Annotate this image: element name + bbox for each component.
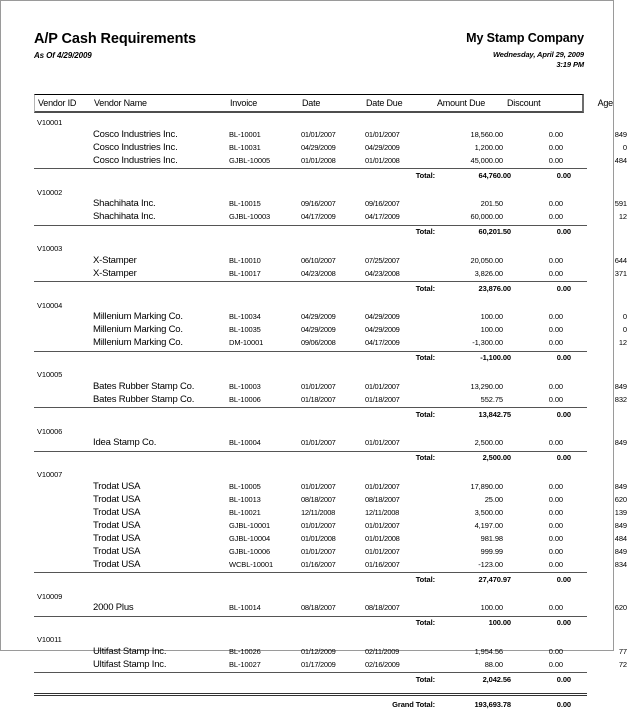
row-age: 591 xyxy=(614,199,627,208)
row-date-due: 04/17/2009 xyxy=(365,338,400,347)
row-date-due: 01/01/2007 xyxy=(365,438,400,447)
report-run-date: Wednesday, April 29, 2009 xyxy=(492,50,584,59)
row-date-due: 01/01/2007 xyxy=(365,546,400,556)
row-amount-due: 4,197.00 xyxy=(474,520,503,530)
group-total-discount: 0.00 xyxy=(556,618,571,627)
row-vendor-name: Trodat USA xyxy=(93,532,141,544)
table-row xyxy=(34,602,627,615)
grand-total-label: Grand Total: xyxy=(392,699,435,709)
table-row xyxy=(34,380,627,393)
table-row xyxy=(34,337,627,350)
vendor-group-header xyxy=(34,365,587,380)
row-date-due: 01/01/2008 xyxy=(365,155,400,165)
group-total-amount: 100.00 xyxy=(488,618,511,627)
row-age: 620 xyxy=(614,603,627,612)
row-discount: 0.00 xyxy=(548,394,563,404)
vendor-group xyxy=(34,465,627,587)
group-total-discount: 0.00 xyxy=(556,353,571,362)
row-date: 08/18/2007 xyxy=(301,494,336,504)
group-total-row xyxy=(34,407,587,422)
column-header-vendor-name: Vendor Name xyxy=(94,98,147,108)
row-invoice: DM-10001 xyxy=(229,338,264,347)
row-invoice: BL-10027 xyxy=(229,659,261,669)
row-vendor-name: Millenium Marking Co. xyxy=(93,337,183,348)
vendor-group-header xyxy=(34,465,587,480)
row-date: 04/29/2009 xyxy=(301,325,336,334)
row-amount-due: -1,300.00 xyxy=(472,338,503,347)
row-date: 01/12/2009 xyxy=(301,646,336,656)
row-vendor-name: Cosco Industries Inc. xyxy=(93,141,178,153)
row-date-due: 04/29/2009 xyxy=(365,312,400,321)
row-invoice: BL-10003 xyxy=(229,381,261,391)
vendor-groups xyxy=(34,113,627,687)
row-date: 09/06/2008 xyxy=(301,338,336,347)
row-date: 01/18/2007 xyxy=(301,394,336,404)
vendor-group xyxy=(34,422,627,466)
row-invoice: GJBL-10003 xyxy=(229,212,271,221)
report-as-of-subtitle: As Of 4/29/2009 xyxy=(34,51,92,60)
row-invoice: BL-10017 xyxy=(229,268,261,278)
vendor-group xyxy=(34,587,627,631)
row-amount-due: 2,500.00 xyxy=(474,438,503,447)
row-age: 644 xyxy=(614,255,627,265)
row-invoice: GJBL-10006 xyxy=(229,546,271,556)
row-discount: 0.00 xyxy=(548,507,563,517)
group-total-label: Total: xyxy=(415,574,435,584)
row-discount: 0.00 xyxy=(548,438,563,447)
table-row xyxy=(34,393,627,406)
row-amount-due: 201.50 xyxy=(480,199,503,208)
row-age: 849 xyxy=(614,481,627,491)
company-name: My Stamp Company xyxy=(466,31,584,45)
group-total-row xyxy=(34,281,587,296)
row-discount: 0.00 xyxy=(548,381,563,391)
group-total-label: Total: xyxy=(415,353,435,362)
row-date-due: 04/17/2009 xyxy=(365,212,400,221)
row-vendor-name: Trodat USA xyxy=(93,519,141,531)
group-total-amount: 60,201.50 xyxy=(478,227,511,236)
table-row xyxy=(34,324,627,337)
group-total-row xyxy=(34,672,587,687)
group-total-discount: 0.00 xyxy=(556,409,571,419)
row-invoice: BL-10034 xyxy=(229,312,261,321)
row-age: 849 xyxy=(614,520,627,530)
row-discount: 0.00 xyxy=(548,129,563,139)
row-age: 0 xyxy=(622,142,627,152)
row-date: 04/23/2008 xyxy=(301,268,336,278)
row-date: 01/01/2007 xyxy=(301,520,336,530)
row-date: 01/01/2007 xyxy=(301,129,336,139)
row-vendor-name: Cosco Industries Inc. xyxy=(93,128,178,140)
table-row xyxy=(34,211,627,224)
column-header-date-due: Date Due xyxy=(366,98,403,108)
row-invoice: BL-10006 xyxy=(229,394,261,404)
group-total-discount: 0.00 xyxy=(556,574,571,584)
row-date: 04/29/2009 xyxy=(301,142,336,152)
row-discount: 0.00 xyxy=(548,155,563,165)
group-total-row xyxy=(34,616,587,631)
row-age: 849 xyxy=(614,438,627,447)
row-discount: 0.00 xyxy=(548,520,563,530)
row-age: 12 xyxy=(618,338,627,347)
row-invoice: GJBL-10004 xyxy=(229,533,271,543)
row-amount-due: 1,954.56 xyxy=(474,646,503,656)
row-vendor-name: Millenium Marking Co. xyxy=(93,311,183,322)
group-total-discount: 0.00 xyxy=(556,170,571,180)
row-vendor-name: Cosco Industries Inc. xyxy=(93,154,178,166)
row-vendor-name: Trodat USA xyxy=(93,493,141,505)
vendor-group-header xyxy=(34,113,587,128)
group-total-discount: 0.00 xyxy=(556,674,571,684)
table-row xyxy=(34,658,627,671)
row-amount-due: 999.99 xyxy=(480,546,503,556)
group-total-label: Total: xyxy=(415,453,435,462)
column-header-age: Age xyxy=(597,98,613,108)
vendor-group xyxy=(34,183,627,240)
row-invoice: BL-10004 xyxy=(229,438,261,447)
row-vendor-name: Shachihata Inc. xyxy=(93,211,156,222)
table-row xyxy=(34,506,627,519)
row-date: 01/01/2007 xyxy=(301,438,336,447)
row-discount: 0.00 xyxy=(548,199,563,208)
group-total-label: Total: xyxy=(415,409,435,419)
row-date-due: 01/01/2008 xyxy=(365,533,400,543)
row-vendor-name: 2000 Plus xyxy=(93,602,134,613)
row-discount: 0.00 xyxy=(548,338,563,347)
table-row xyxy=(34,558,627,571)
row-vendor-name: Trodat USA xyxy=(93,545,141,557)
vendor-group xyxy=(34,630,627,687)
row-vendor-name: X-Stamper xyxy=(93,267,137,279)
row-date: 01/01/2007 xyxy=(301,481,336,491)
row-vendor-name: Ultifast Stamp Inc. xyxy=(93,658,167,670)
report-header-left xyxy=(34,31,196,60)
row-amount-due: 88.00 xyxy=(484,659,503,669)
row-date-due: 01/18/2007 xyxy=(365,394,400,404)
column-header-amount-due: Amount Due xyxy=(437,98,486,108)
row-amount-due: 13,290.00 xyxy=(470,381,503,391)
row-age: 832 xyxy=(614,394,627,404)
group-total-amount: 64,760.00 xyxy=(478,170,511,180)
row-age: 849 xyxy=(614,546,627,556)
row-age: 139 xyxy=(614,507,627,517)
grand-total-amount: 193,693.78 xyxy=(474,699,511,709)
row-discount: 0.00 xyxy=(548,646,563,656)
table-row xyxy=(34,519,627,532)
row-discount: 0.00 xyxy=(548,142,563,152)
row-date-due: 01/16/2007 xyxy=(365,559,400,569)
row-vendor-name: X-Stamper xyxy=(93,254,137,266)
row-age: 484 xyxy=(614,155,627,165)
column-header-discount: Discount xyxy=(507,98,541,108)
group-total-discount: 0.00 xyxy=(556,227,571,236)
page-title: A/P Cash Requirements xyxy=(34,31,197,47)
row-discount: 0.00 xyxy=(548,494,563,504)
table-row xyxy=(34,532,627,545)
row-vendor-name: Idea Stamp Co. xyxy=(93,437,157,448)
row-date: 01/17/2009 xyxy=(301,659,336,669)
vendor-group-header xyxy=(34,630,587,645)
row-amount-due: 45,000.00 xyxy=(470,155,503,165)
row-amount-due: 100.00 xyxy=(480,325,503,334)
row-discount: 0.00 xyxy=(548,559,563,569)
row-date: 01/01/2007 xyxy=(301,546,336,556)
row-age: 371 xyxy=(614,268,627,278)
group-total-amount: 13,842.75 xyxy=(478,409,511,419)
row-date: 12/11/2008 xyxy=(301,507,335,517)
row-age: 849 xyxy=(614,381,627,391)
table-row xyxy=(34,141,627,154)
row-age: 0 xyxy=(622,312,627,321)
vendor-group xyxy=(34,365,627,422)
table-row xyxy=(34,545,627,558)
group-total-amount: 2,042.56 xyxy=(482,674,511,684)
group-total-row xyxy=(34,168,587,183)
table-row xyxy=(34,128,627,141)
row-discount: 0.00 xyxy=(548,255,563,265)
row-invoice: BL-10001 xyxy=(229,129,261,139)
row-date-due: 02/16/2009 xyxy=(365,659,400,669)
column-header-vendor-id: Vendor ID xyxy=(38,98,77,108)
row-date: 01/01/2008 xyxy=(301,155,336,165)
row-date-due: 04/29/2009 xyxy=(365,325,400,334)
row-amount-due: 100.00 xyxy=(480,603,503,612)
group-total-label: Total: xyxy=(415,674,435,684)
vendor-group-header xyxy=(34,239,587,254)
row-amount-due: 100.00 xyxy=(480,312,503,321)
row-vendor-name: Millenium Marking Co. xyxy=(93,324,183,335)
column-header-invoice: Invoice xyxy=(230,98,258,108)
row-invoice: BL-10013 xyxy=(229,494,261,504)
row-date-due: 01/01/2007 xyxy=(365,520,400,530)
group-total-label: Total: xyxy=(415,283,435,293)
table-row xyxy=(34,254,627,267)
row-discount: 0.00 xyxy=(548,212,563,221)
report-run-time: 3:19 PM xyxy=(556,60,584,69)
row-discount: 0.00 xyxy=(548,325,563,334)
row-date: 04/17/2009 xyxy=(301,212,336,221)
vendor-group xyxy=(34,239,627,296)
group-total-discount: 0.00 xyxy=(556,283,571,293)
vendor-id-value: V10007 xyxy=(37,470,63,479)
row-date: 09/16/2007 xyxy=(301,199,336,208)
vendor-id-value: V10003 xyxy=(37,244,63,253)
row-discount: 0.00 xyxy=(548,659,563,669)
table-row xyxy=(34,480,627,493)
row-date-due: 07/25/2007 xyxy=(365,255,400,265)
group-total-amount: 27,470.97 xyxy=(478,574,511,584)
column-header-date: Date xyxy=(302,98,321,108)
group-total-row xyxy=(34,572,587,587)
row-age: 12 xyxy=(618,212,627,221)
row-amount-due: 60,000.00 xyxy=(470,212,503,221)
row-invoice: BL-10031 xyxy=(229,142,261,152)
row-vendor-name: Bates Rubber Stamp Co. xyxy=(93,393,195,405)
group-total-amount: 23,876.00 xyxy=(478,283,511,293)
vendor-group-header xyxy=(34,422,587,437)
group-total-label: Total: xyxy=(415,170,435,180)
vendor-group-header xyxy=(34,296,587,311)
vendor-group-header xyxy=(34,587,587,602)
row-invoice: BL-10021 xyxy=(229,507,261,517)
row-date-due: 08/18/2007 xyxy=(365,603,400,612)
row-date-due: 04/29/2009 xyxy=(365,142,400,152)
group-total-row xyxy=(34,451,587,466)
row-date-due: 01/01/2007 xyxy=(365,381,400,391)
row-date-due: 12/11/2008 xyxy=(365,507,399,517)
row-date-due: 04/23/2008 xyxy=(365,268,400,278)
vendor-id-value: V10009 xyxy=(37,591,63,601)
row-discount: 0.00 xyxy=(548,533,563,543)
row-invoice: GJBL-10005 xyxy=(229,155,271,165)
table-row xyxy=(34,267,627,280)
vendor-group-header xyxy=(34,183,587,198)
row-invoice: BL-10005 xyxy=(229,481,261,491)
row-vendor-name: Trodat USA xyxy=(93,480,141,492)
vendor-group xyxy=(34,296,627,366)
row-discount: 0.00 xyxy=(548,268,563,278)
group-total-discount: 0.00 xyxy=(556,453,571,462)
table-row xyxy=(34,311,627,324)
cash-requirements-table xyxy=(34,94,627,709)
row-age: 484 xyxy=(614,533,627,543)
row-date-due: 01/01/2007 xyxy=(365,481,400,491)
row-date: 04/29/2009 xyxy=(301,312,336,321)
row-age: 77 xyxy=(618,646,627,656)
row-vendor-name: Trodat USA xyxy=(93,506,141,518)
row-amount-due: 552.75 xyxy=(480,394,503,404)
vendor-id-value: V10011 xyxy=(37,635,62,644)
row-amount-due: 981.98 xyxy=(480,533,503,543)
row-discount: 0.00 xyxy=(548,481,563,491)
table-row xyxy=(34,645,627,658)
row-age: 620 xyxy=(614,494,627,504)
row-amount-due: 3,500.00 xyxy=(474,507,503,517)
row-age: 0 xyxy=(622,325,627,334)
row-vendor-name: Shachihata Inc. xyxy=(93,198,156,209)
row-age: 849 xyxy=(614,129,627,139)
row-date-due: 08/18/2007 xyxy=(365,494,400,504)
row-invoice: BL-10035 xyxy=(229,325,261,334)
group-total-amount: -1,100.00 xyxy=(480,353,511,362)
row-invoice: BL-10026 xyxy=(229,646,261,656)
row-vendor-name: Trodat USA xyxy=(93,558,141,570)
vendor-id-value: V10002 xyxy=(37,187,63,197)
table-row xyxy=(34,437,627,450)
vendor-group xyxy=(34,113,627,183)
row-amount-due: 20,050.00 xyxy=(470,255,503,265)
row-date-due: 02/11/2009 xyxy=(365,646,399,656)
row-date-due: 01/01/2007 xyxy=(365,129,400,139)
group-total-label: Total: xyxy=(415,618,435,627)
row-invoice: BL-10014 xyxy=(229,603,261,612)
row-invoice: BL-10015 xyxy=(229,199,261,208)
row-discount: 0.00 xyxy=(548,546,563,556)
row-date: 06/10/2007 xyxy=(301,255,336,265)
row-date: 01/01/2007 xyxy=(301,381,336,391)
row-date: 01/01/2008 xyxy=(301,533,336,543)
table-header-row xyxy=(34,94,613,113)
group-total-row xyxy=(34,351,587,366)
row-age: 834 xyxy=(614,559,627,569)
grand-total-discount: 0.00 xyxy=(556,699,571,709)
group-total-amount: 2,500.00 xyxy=(482,453,511,462)
vendor-id-value: V10006 xyxy=(37,426,63,436)
row-amount-due: -123.00 xyxy=(478,559,503,569)
row-date: 08/18/2007 xyxy=(301,603,336,612)
row-amount-due: 25.00 xyxy=(484,494,503,504)
vendor-id-value: V10001 xyxy=(37,118,63,127)
group-total-label: Total: xyxy=(415,227,435,236)
row-age: 72 xyxy=(618,659,627,669)
row-amount-due: 3,826.00 xyxy=(474,268,503,278)
row-invoice: WCBL-10001 xyxy=(229,559,274,569)
row-vendor-name: Bates Rubber Stamp Co. xyxy=(93,380,195,392)
row-date: 01/16/2007 xyxy=(301,559,336,569)
row-amount-due: 17,890.00 xyxy=(470,481,503,491)
vendor-id-value: V10005 xyxy=(37,370,63,379)
table-row xyxy=(34,493,627,506)
report-header xyxy=(34,31,584,70)
group-total-row xyxy=(34,225,587,240)
report-header-right xyxy=(466,31,584,70)
table-row xyxy=(34,198,627,211)
row-invoice: BL-10010 xyxy=(229,255,261,265)
row-date-due: 09/16/2007 xyxy=(365,199,400,208)
row-vendor-name: Ultifast Stamp Inc. xyxy=(93,645,167,657)
row-discount: 0.00 xyxy=(548,312,563,321)
vendor-id-value: V10004 xyxy=(37,300,63,310)
row-amount-due: 18,560.00 xyxy=(470,129,503,139)
table-row xyxy=(34,154,627,167)
grand-total-row xyxy=(34,693,587,709)
row-amount-due: 1,200.00 xyxy=(474,142,503,152)
row-discount: 0.00 xyxy=(548,603,563,612)
report-sheet xyxy=(34,31,627,709)
row-invoice: GJBL-10001 xyxy=(229,520,271,530)
